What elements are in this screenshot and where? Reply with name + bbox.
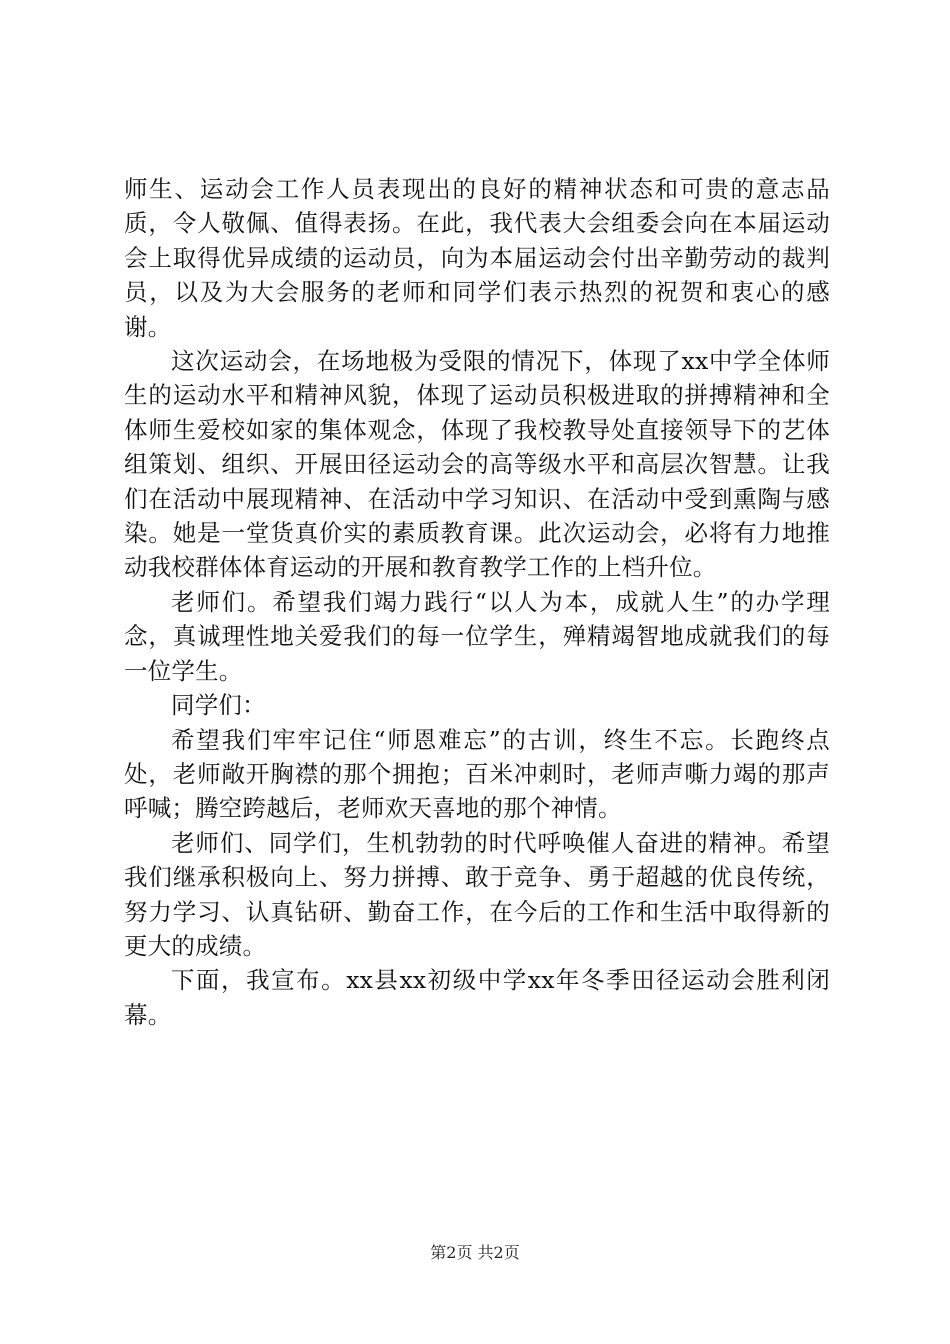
paragraph-continuation: 师生、运动会工作人员表现出的良好的精神状态和可贵的意志品质，令人敬佩、值得表扬。在此，我代表大会组委会向在本届运动会上取得优异成绩的运动员，向为本届运动会付出辛勤劳动的裁判员，以及为大会服务的老师和同学们表示热烈的祝贺和衷心的感谢。: [124, 175, 830, 341]
document-body: [124, 172, 830, 1032]
paragraph-students-salutation: 同学们：: [171, 691, 266, 720]
paragraph-sports-meet-summary: 这次运动会，在场地极为受限的情况下，体现了xx中学全体师生的运动水平和精神风貌，体现了运动员积极进取的拼搏精神和全体师生爱校如家的集体观念，体现了我校教导处直接领导下的艺体组策划、组织、开展田径运动会的高等级水平和高层次智慧。让我们在活动中展现精神、在活动中学习知识、在活动中受到熏陶与感染。她是一堂货真价实的素质教育课。此次运动会，必将有力地推动我校群体体育运动的开展和教育教学工作的上档升位。: [124, 347, 830, 582]
paragraph-teachers-and-students: 老师们、同学们，生机勃勃的时代呼唤催人奋进的精神。希望我们继承积极向上、努力拼搏、敢于竞争、勇于超越的优良传统，努力学习、认真钻研、勤奋工作，在今后的工作和生活中取得新的更大的成绩。: [124, 828, 830, 960]
paragraph-teachers: 老师们。希望我们竭力践行“以人为本，成就人生”的办学理念，真诚理性地关爱我们的每一位学生，殚精竭智地成就我们的每一位学生。: [124, 587, 830, 685]
paragraph-students: 希望我们牢牢记住“师恩难忘”的古训，终生不忘。长跑终点处，老师敞开胸襟的那个拥抱；百米冲刺时，老师声嘶力竭的那声呼喊；腾空跨越后，老师欢天喜地的那个神情。: [124, 725, 830, 823]
page-footer: 第2页 共2页: [430, 1243, 520, 1262]
paragraph-closing-announcement: 下面，我宣布。xx县xx初级中学xx年冬季田径运动会胜利闭幕。: [124, 966, 830, 1029]
